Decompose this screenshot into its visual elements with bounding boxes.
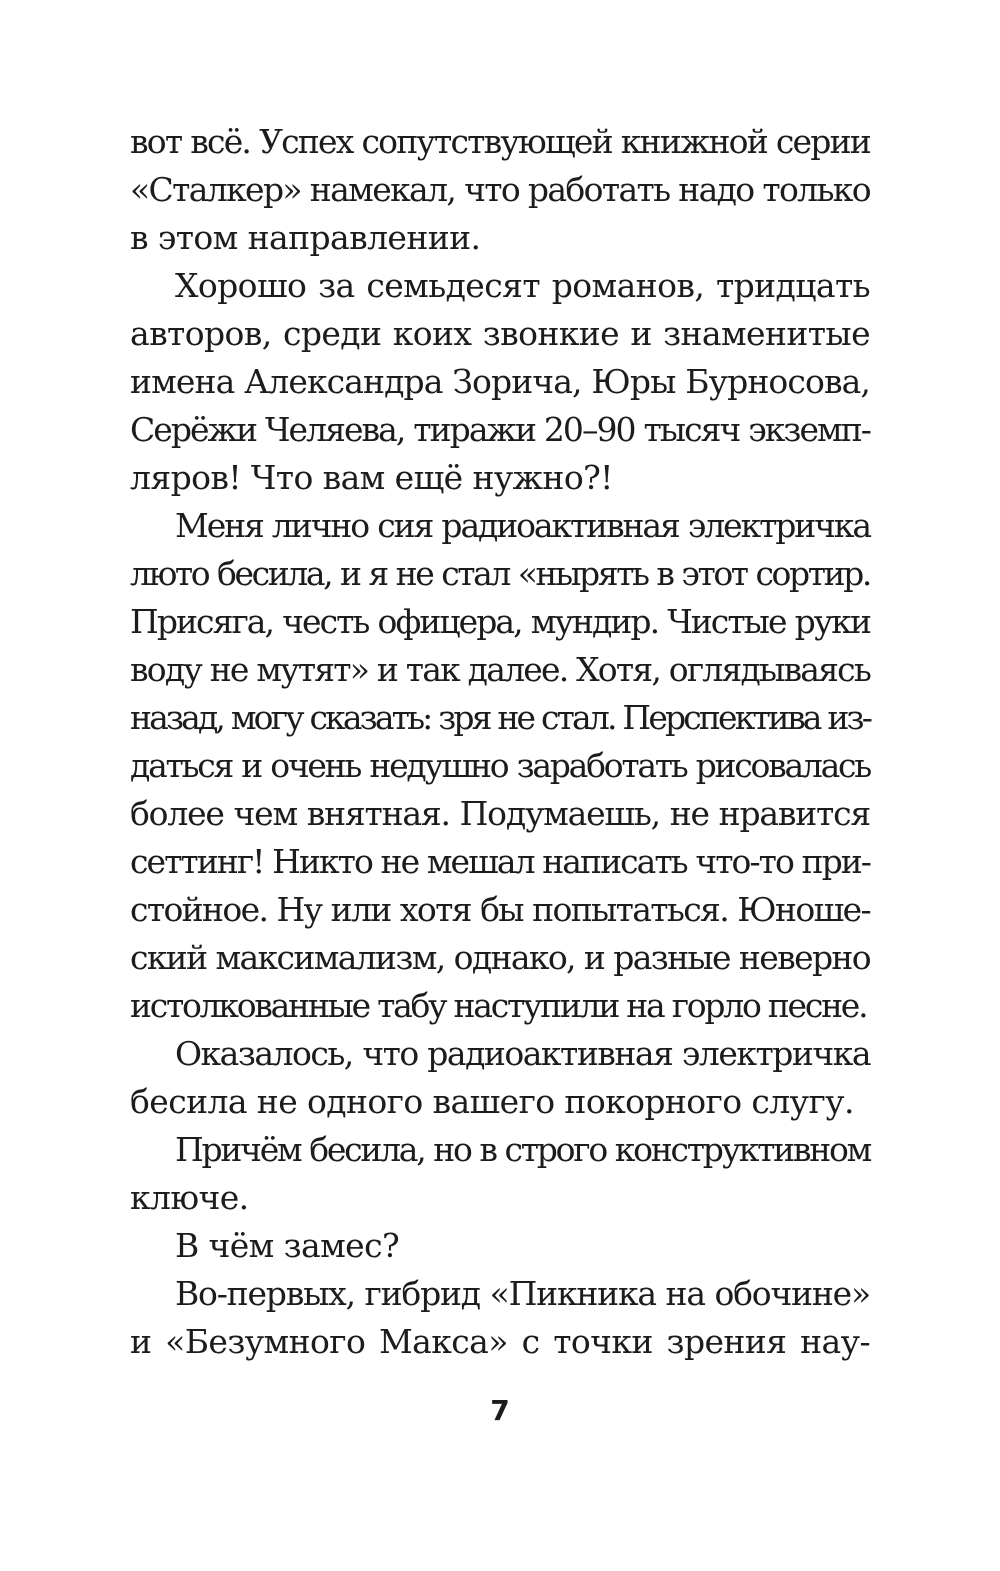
text-line: бесила не одного вашего покорного слугу.: [130, 1082, 854, 1121]
text-line: Причём бесила, но в строго конструктивном: [175, 1130, 870, 1169]
text-line: В чём замес?: [175, 1226, 400, 1265]
text-line: воду не мутят» и так далее. Хотя, оглядываясь: [130, 650, 870, 689]
text-line: имена Александра Зорича, Юры Бурносова,: [130, 362, 870, 401]
text-line: более чем внятная. Подумаешь, не нравится: [130, 794, 870, 833]
text-line: ключе.: [130, 1178, 249, 1217]
body-text: [130, 118, 870, 1366]
text-line: вот всё. Успех сопутствующей книжной серии: [130, 122, 870, 161]
text-line: Оказалось, что радиоактивная электричка: [175, 1034, 870, 1073]
text-line: и «Безумного Макса» с точки зрения нау-: [130, 1322, 870, 1361]
text-line: ский максимализм, однако, и разные неверно: [130, 938, 870, 977]
text-line: истолкованные табу наступили на горло песне.: [130, 986, 867, 1025]
text-line: Хорошо за семьдесят романов, тридцать: [175, 266, 870, 305]
text-line: даться и очень недушно заработать рисовалась: [130, 746, 870, 785]
text-line: «Сталкер» намекал, что работать надо только: [130, 170, 870, 209]
text-line: в этом направлении.: [130, 218, 481, 257]
text-line: стойное. Ну или хотя бы попытаться. Юноше-: [130, 890, 870, 929]
text-line: люто бесила, и я не стал «нырять в этот сортир.: [130, 554, 870, 593]
text-line: Присяга, честь офицера, мундир. Чистые руки: [130, 602, 870, 641]
text-line: ляров! Что вам ещё нужно?!: [130, 458, 613, 497]
text-line: Во-первых, гибрид «Пикника на обочине»: [175, 1274, 870, 1313]
text-line: назад, могу сказать: зря не стал. Перспектива из-: [130, 698, 870, 737]
text-line: сеттинг! Никто не мешал написать что-то при-: [130, 842, 870, 881]
text-line: Меня лично сия радиоактивная электричка: [175, 506, 870, 545]
text-line: Серёжи Челяева, тиражи 20–90 тысяч экземп-: [130, 410, 870, 449]
text-line: авторов, среди коих звонкие и знаменитые: [130, 314, 870, 353]
page-number: 7: [490, 1394, 510, 1427]
